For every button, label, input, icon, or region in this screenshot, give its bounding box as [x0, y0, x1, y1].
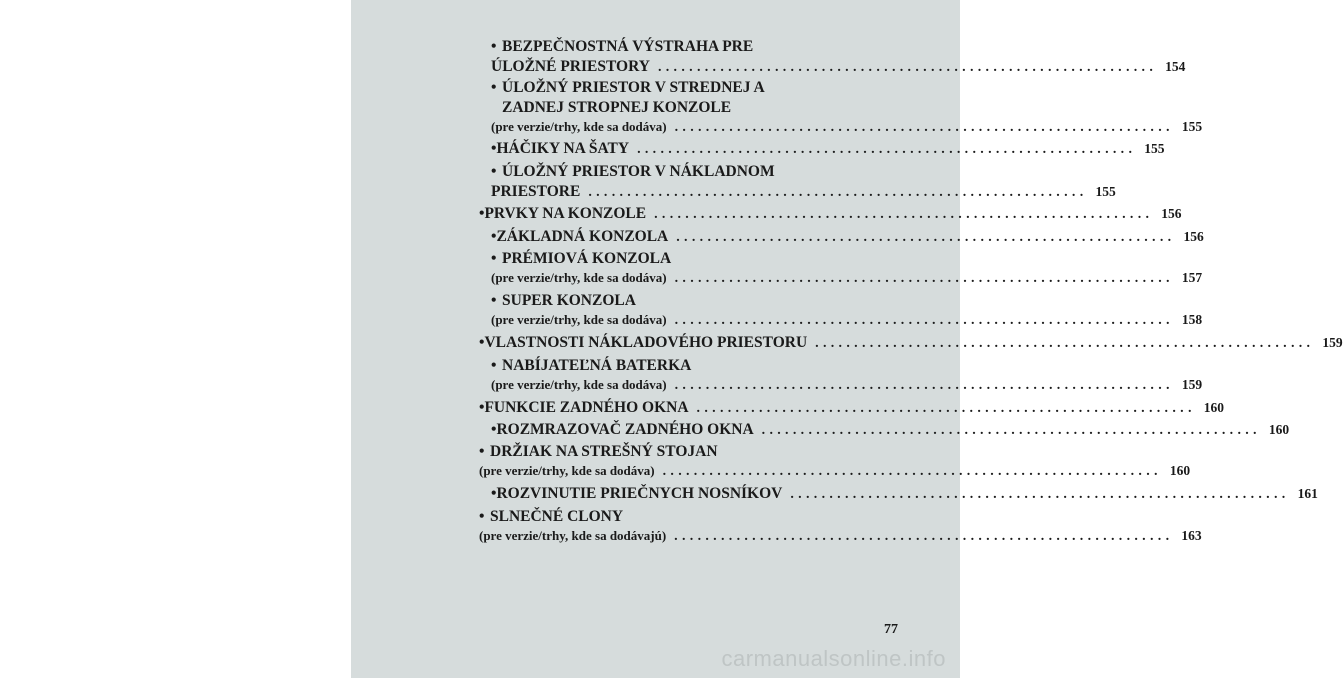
toc-entry-page: 155 — [1095, 184, 1116, 199]
toc-entry-title: FUNKCIE ZADNÉHO OKNA — [484, 399, 689, 416]
leader-dots: ................................................................ — [637, 142, 1137, 157]
table-of-contents — [351, 0, 1343, 600]
toc-entry[interactable]: • NABÍJATEĽNÁ BATERKA (pre verzie/trhy, kde sa dodáva) ................................................................ 159 — [491, 357, 1203, 393]
toc-entry[interactable]: • FUNKCIE ZADNÉHO OKNA ................................................................ 160 — [479, 398, 898, 419]
toc-entry-title: SLNEČNÉ CLONY — [490, 508, 624, 525]
toc-entry-note: (pre verzie/trhy, kde sa dodáva) — [491, 312, 667, 327]
toc-entry[interactable]: • ÚLOŽNÝ PRIESTOR V NÁKLADNOM PRIESTORE ................................................................ 155 — [491, 162, 898, 203]
toc-entry-page: 156 — [1183, 229, 1204, 244]
toc-entry-title: BEZPEČNOSTNÁ VÝSTRAHA PRE — [502, 38, 754, 55]
leader-dots: ................................................................ — [662, 464, 1162, 479]
toc-entry-page: 156 — [1161, 206, 1182, 221]
toc-entry[interactable]: • ZÁKLADNÁ KONZOLA ................................................................ 156 — [491, 227, 898, 248]
toc-entry-page: 160 — [1203, 400, 1224, 415]
toc-entry-note: (pre verzie/trhy, kde sa dodáva) — [491, 270, 667, 285]
toc-entry-title: ÚLOŽNÝ PRIESTOR V STREDNEJ A — [502, 79, 765, 96]
toc-entry-page: 159 — [1181, 377, 1203, 392]
toc-entry-title: ÚLOŽNÉ PRIESTORY — [491, 58, 650, 75]
toc-entry-page: 155 — [1181, 119, 1203, 134]
toc-entry-title: NABÍJATEĽNÁ BATERKA — [502, 357, 692, 374]
toc-entry-title: ZÁKLADNÁ KONZOLA — [496, 228, 669, 245]
toc-entry[interactable]: • DRŽIAK NA STREŠNÝ STOJAN (pre verzie/trhy, kde sa dodáva) ................................................................ 160 — [479, 443, 1191, 479]
toc-entry-page: 163 — [1181, 528, 1202, 543]
toc-entry-page: 155 — [1144, 141, 1165, 156]
toc-entry-note: (pre verzie/trhy, kde sa dodávajú) — [479, 528, 667, 543]
watermark: carmanualsonline.info — [721, 646, 946, 671]
toc-entry-note: (pre verzie/trhy, kde sa dodáva) — [479, 463, 655, 478]
leader-dots: ................................................................ — [674, 120, 1174, 135]
page-number: 77 — [884, 622, 898, 637]
leader-dots: ................................................................ — [674, 313, 1174, 328]
toc-entry-title: ROZVINUTIE PRIEČNYCH NOSNÍKOV — [496, 485, 783, 502]
toc-entry-page: 161 — [1297, 486, 1318, 501]
toc-entry[interactable]: • SLNEČNÉ CLONY (pre verzie/trhy, kde sa dodávajú) ................................................................ 163 — [479, 508, 1202, 544]
toc-entry-title: PRVKY NA KONZOLE — [484, 205, 647, 222]
manual-page — [351, 0, 1343, 678]
toc-entry-note: (pre verzie/trhy, kde sa dodáva) — [491, 119, 667, 134]
leader-dots: ................................................................ — [761, 423, 1261, 438]
toc-entry-title: HÁČIKY NA ŠATY — [496, 140, 630, 157]
toc-entry[interactable]: • ÚLOŽNÝ PRIESTOR V STREDNEJ A ZADNEJ STROPNEJ KONZOLE (pre verzie/trhy, kde sa dodáva) ................................................................ 155 — [491, 79, 1203, 135]
leader-dots: ................................................................ — [790, 487, 1290, 502]
toc-entry[interactable]: • ROZVINUTIE PRIEČNYCH NOSNÍKOV ................................................................ 161 — [491, 484, 898, 505]
leader-dots: ................................................................ — [588, 185, 1088, 200]
toc-entry[interactable]: • SUPER KONZOLA (pre verzie/trhy, kde sa dodáva) ................................................................ 158 — [491, 292, 1203, 328]
toc-entry-title: ROZMRAZOVAČ ZADNÉHO OKNA — [496, 421, 754, 438]
toc-entry-title: PRIESTORE — [491, 183, 581, 200]
leader-dots: ................................................................ — [674, 378, 1174, 393]
leader-dots: ................................................................ — [696, 401, 1196, 416]
toc-entry[interactable]: • PRÉMIOVÁ KONZOLA (pre verzie/trhy, kde sa dodáva) ................................................................ 157 — [491, 250, 1203, 286]
toc-entry-page: 160 — [1169, 463, 1191, 478]
leader-dots: ................................................................ — [674, 529, 1174, 544]
leader-dots: ................................................................ — [676, 230, 1176, 245]
leader-dots: ................................................................ — [815, 336, 1315, 351]
toc-entry-page: 160 — [1268, 422, 1290, 437]
left-blank-area — [0, 0, 351, 678]
toc-entry-page: 158 — [1181, 312, 1203, 327]
leader-dots: ................................................................ — [657, 60, 1158, 75]
toc-entry-title: VLASTNOSTI NÁKLADOVÉHO PRIESTORU — [484, 334, 808, 351]
leader-dots: ................................................................ — [654, 207, 1154, 222]
toc-entry-title: ZADNEJ STROPNEJ KONZOLE — [502, 99, 732, 116]
toc-entry[interactable]: • ROZMRAZOVAČ ZADNÉHO OKNA ................................................................ 160 — [491, 420, 898, 441]
toc-entry[interactable]: • BEZPEČNOSTNÁ VÝSTRAHA PRE ÚLOŽNÉ PRIESTORY ................................................................ 154 — [491, 37, 898, 78]
toc-entry-page: 154 — [1165, 59, 1186, 74]
toc-entry-title: PRÉMIOVÁ KONZOLA — [502, 250, 672, 267]
leader-dots: ................................................................ — [674, 271, 1174, 286]
toc-entry-title: DRŽIAK NA STREŠNÝ STOJAN — [490, 443, 718, 460]
toc-entry[interactable]: • VLASTNOSTI NÁKLADOVÉHO PRIESTORU ................................................................ 159 — [479, 333, 898, 354]
toc-entry-note: (pre verzie/trhy, kde sa dodáva) — [491, 377, 667, 392]
toc-entry-title: SUPER KONZOLA — [502, 292, 636, 309]
toc-entry[interactable]: • HÁČIKY NA ŠATY ................................................................ 155 — [491, 139, 898, 160]
toc-entry-title: ÚLOŽNÝ PRIESTOR V NÁKLADNOM — [502, 163, 775, 180]
toc-entry-page: 157 — [1181, 270, 1203, 285]
toc-entry-page: 159 — [1322, 335, 1343, 350]
toc-entry[interactable]: • PRVKY NA KONZOLE ................................................................ 156 — [479, 204, 898, 225]
